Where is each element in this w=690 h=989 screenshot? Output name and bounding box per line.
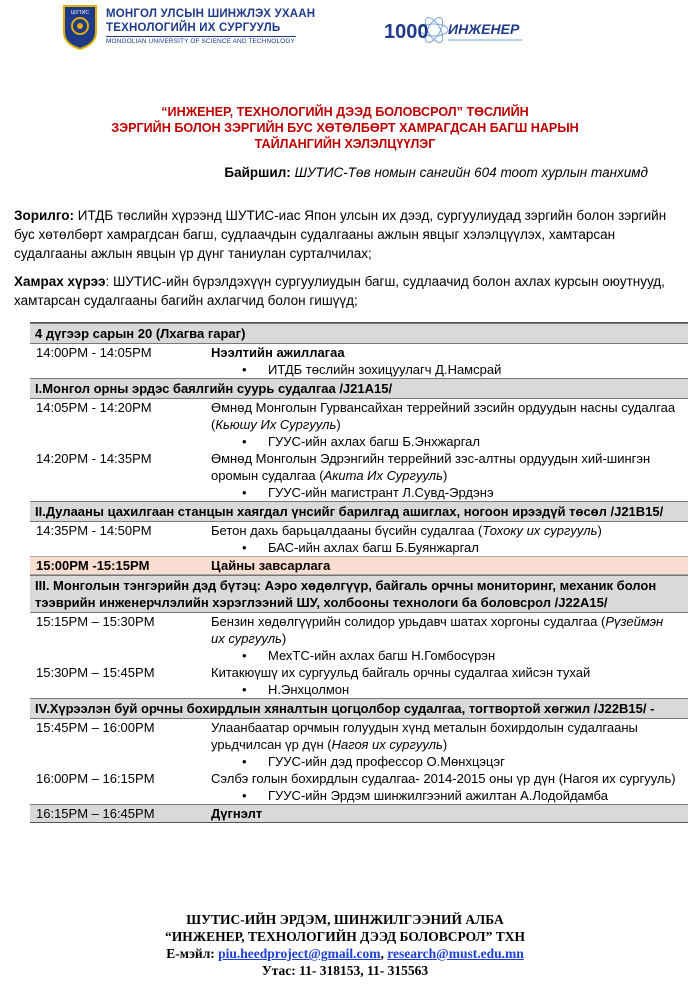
presenter: • БАС-ийн ахлах багш Б.Буянжаргал [30,539,688,556]
footer-email: Е-мэйл: piu.heedproject@gmail.com, research@must.edu.mn [166,946,524,961]
header-divider [106,36,296,37]
goal-text: ИТДБ төслийн хүрээнд ШУТИС-иас Япон улсын их дээд, сургуулиудад зэргийн болон зэргийн бус хөтөлбөрт хамрагдсан багш, судлаачдын судалгааны ажлын явцыг хэлэлцүүлэх, хамтарсан судалгааны ажлын явцын үр дүнг таниулан сурталчилах; [14,208,667,261]
session-time: 14:20PM - 14:35PM [36,451,152,466]
scope-text: : ШУТИС-ийн бүрэлдэхүүн сургуулиудын багш, судлаачид болон ахлах курсын оюутнууд, хамтарсан судалгааны багийн ахлагчид болон гишүүд; [14,274,665,308]
break-time: 15:00PM -15:15PM [36,558,150,573]
table-row [30,399,688,433]
svg-text:ШУТИС: ШУТИС [70,10,90,16]
closing-label: Дүгнэлт [211,806,263,821]
presenter: • ГУУС-ийн дэд профессор О.Мөнхцэцэг [30,753,688,770]
goal-paragraph [14,206,674,263]
svg-text:ИНЖЕНЕР: ИНЖЕНЕР [448,21,520,37]
session-time: 15:45PM – 16:00PM [36,720,155,735]
break-row [30,556,688,575]
presenter: • ГУУС-ийн Эрдэм шинжилгээний ажилтан А.Лодойдамба [30,787,688,804]
location-label: Байршил: [224,165,291,180]
table-row [30,522,688,539]
presenter: • ГУУС-ийн магистрант Л.Сувд-Эрдэнэ [30,484,688,501]
session-title: Улаанбаатар орчмын голуудын хүнд металын бохирдолын судалгааны урьдчилсан үр дүн (Нагоя их сургууль) [211,720,638,752]
session-title: Нээлтийн ажиллагаа [211,345,345,360]
email-link-2[interactable]: research@must.edu.mn [387,946,524,961]
university-name-mn-line1: МОНГОЛ УЛСЫН ШИНЖЛЭХ УХААН [106,8,316,20]
goal-label: Зорилго: [14,208,75,223]
session-title: Китакюүшү их сургуульд байгаль орчны судалгаа хийсэн тухай [211,665,591,680]
session-time: 16:00PM – 16:15PM [36,771,155,786]
footer-project: “ИНЖЕНЕР, ТЕХНОЛОГИЙН ДЭЭД БОЛОВСРОЛ” ТХН [165,929,525,944]
session-time: 14:05PM - 14:20PM [36,400,152,415]
scope-paragraph [14,272,674,310]
document-title-line3: ТАЙЛАНГИЙН ХЭЛЭЛЦҮҮЛЭГ [254,137,436,151]
university-name-mn-line2: ТЕХНОЛОГИЙН ИХ СУРГУУЛЬ [106,22,281,34]
table-row [30,344,688,361]
table-row [30,664,688,681]
session-title: Бензин хөдөлгүүрийн солидор урьдавч шатах хоргоны судалгаа (Рүзеймэн их сургууль) [211,614,664,646]
document-title-line2: ЗЭРГИЙН БОЛОН ЗЭРГИЙН БУС ХӨТӨЛБӨРТ ХАМРАГДСАН БАГШ НАРЫН [111,121,579,135]
session-time: 14:35PM - 14:50PM [36,523,152,538]
location [224,165,648,180]
schedule-table [30,322,688,823]
header [0,0,690,60]
section-header-3: III. Монголын тэнгэрийн дэд бүтэц: Аэро хөдөлгүүр, байгаль орчны мониторинг, механик болон тээврийн инженерчлэлийн хэрэглээний ШУ, холбооны технологи ба боловсрол /J22A15/ [30,575,688,613]
session-time: 15:15PM – 15:30PM [36,614,155,629]
session-title: Сэлбэ голын бохирдлын судалгаа- 2014-2015 оны үр дүн (Нагоя их сургууль) [211,771,676,786]
session-time: 15:30PM – 15:45PM [36,665,155,680]
email-label: Е-мэйл: [166,946,215,961]
presenter: • ИТДБ төслийн зохицуулагч Д.Намсрай [30,361,688,378]
presenter: • МехТС-ийн ахлах багш Н.Гомбосүрэн [30,647,688,664]
section-header-1: I.Монгол орны эрдэс баялгийн суурь судалгаа /J21A15/ [30,378,688,399]
svg-text:1000: 1000 [384,21,429,43]
footer-office: ШУТИС-ИЙН ЭРДЭМ, ШИНЖИЛГЭЭНИЙ АЛБА [186,912,504,927]
section-header-2: II.Дулааны цахилгаан станцын хаягдал үнсийг барилгад ашиглах, ногоон ирээдүй төсөл /J21B15/ [30,501,688,522]
closing-row [30,804,688,822]
email-link-1[interactable]: piu.heedproject@gmail.com [218,946,381,961]
break-label: Цайны завсарлага [211,558,331,573]
session-title: Бетон дахь барьцалдааны бүсийн судалгаа (Тохоку их сургууль) [211,523,602,538]
table-row [30,450,688,484]
section-header-4: IV.Хүрээлэн буй орчны бохирдлын хяналтын цогцолбор судалгаа, тогтвортой хөгжил /J22B15/ - [30,698,688,719]
engineer-1000-logo-icon [382,10,532,50]
university-name-en: MONGOLIAN UNIVERSITY OF SCIENCE AND TECHNOLOGY [106,38,295,45]
table-row [30,613,688,647]
closing-time: 16:15PM – 16:45PM [36,806,155,821]
table-row [30,719,688,753]
document-title-line1: “ИНЖЕНЕР, ТЕХНОЛОГИЙН ДЭЭД БОЛОВСРОЛ” ТӨСЛИЙН [161,105,529,119]
university-shield-logo-icon [62,4,98,50]
presenter: • Н.Энхцолмон [30,681,688,698]
footer-phone: Утас: 11- 318153, 11- 315563 [261,963,429,978]
presenter: • ГУУС-ийн ахлах багш Б.Энхжаргал [30,433,688,450]
table-row [30,770,688,787]
scope-label: Хамрах хүрээ [14,274,106,289]
session-title: Өмнөд Монголын Гурвансайхан террейний зэсийн ордуудын насны судалгаа (Кьюшу Их Сургууль) [211,400,676,432]
location-value: ШУТИС-Төв номын сангийн 604 тоот хурлын танхимд [294,165,648,180]
session-time: 14:00PM - 14:05PM [36,345,152,360]
schedule-date: 4 дүгээр сарын 20 (Лхагва гараг) [30,323,688,344]
session-title: Өмнөд Монголын Эдрэнгийн террейний зэс-алтны ордуудын хий-шингэн оромын судалгаа (Акита Их Сургууль) [211,451,651,483]
